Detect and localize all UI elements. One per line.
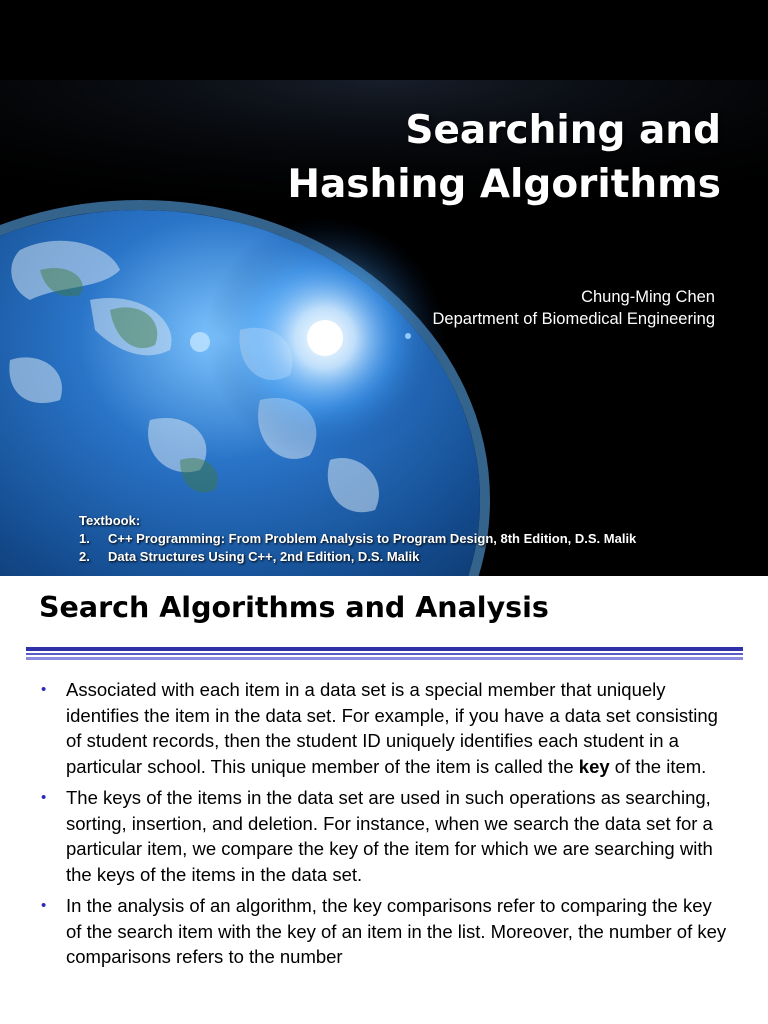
bullet-icon: • (41, 897, 47, 914)
author-name: Chung-Ming Chen (581, 288, 715, 306)
author-block (215, 286, 715, 330)
slide-title (121, 104, 721, 212)
bullet-list (40, 677, 730, 976)
content-slide (0, 576, 768, 1024)
bullet-item (40, 893, 730, 970)
textbook-item (79, 548, 759, 566)
bullet-icon: • (41, 681, 47, 698)
slide-heading: Search Algorithms and Analysis (39, 591, 549, 624)
textbook-number: 1. (79, 531, 90, 546)
bullet-text: Associated with each item in a data set is a special member that uniquely identifies the item in the data set. For example, if you have a data set consisting of student records, then the student ID uniquely identifies each student in a particular school. This unique member of the item is called the (66, 679, 718, 777)
textbook-heading: Textbook: (79, 513, 141, 528)
title-divider (26, 653, 743, 655)
author-department: Department of Biomedical Engineering (432, 310, 715, 328)
slide-title-line-2: Hashing Algorithms (287, 162, 721, 207)
bullet-item (40, 677, 730, 779)
textbook-list (79, 512, 759, 566)
bullet-item (40, 785, 730, 887)
textbook-item (79, 530, 759, 548)
slide-title-line-1: Searching and (405, 108, 721, 153)
bullet-icon: • (41, 789, 47, 806)
title-divider (26, 647, 743, 651)
title-divider (26, 657, 743, 660)
textbook-title: C++ Programming: From Problem Analysis to Program Design, 8th Edition, D.S. Malik (108, 531, 637, 546)
bullet-text: In the analysis of an algorithm, the key comparisons refer to comparing the key of the search item with the key of an item in the list. Moreover, the number of key comparisons refers to the number (66, 895, 727, 967)
textbook-title: Data Structures Using C++, 2nd Edition, D.S. Malik (108, 549, 420, 564)
bullet-text: of the item. (609, 755, 707, 777)
bullet-bold-term: key (578, 755, 610, 777)
bullet-text: The keys of the items in the data set are used in such operations as searching, sorting, insertion, and deletion. For instance, when we search the data set for a particular item, we compare the key of the item for which we are searching with the keys of the items in the data set. (66, 787, 713, 885)
textbook-number: 2. (79, 549, 90, 564)
